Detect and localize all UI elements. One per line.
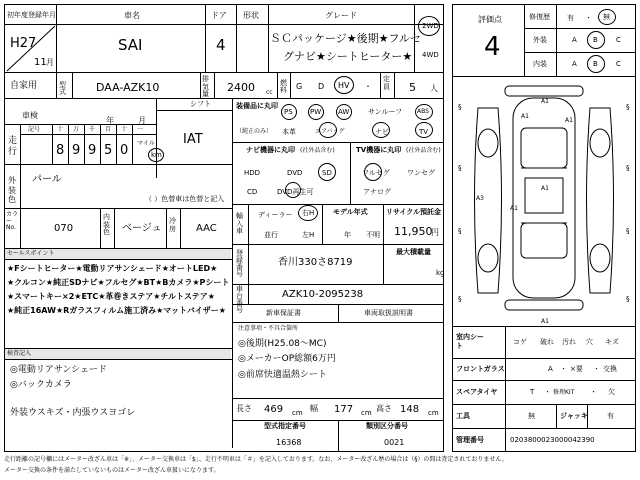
damage-label: A3 xyxy=(476,195,484,202)
side-mark: § xyxy=(626,103,630,111)
exterior-c: C xyxy=(616,36,621,44)
equip-ps: PS xyxy=(284,108,293,116)
chassis-value: AZK10-2095238 xyxy=(282,289,364,300)
sales-point-line: ★スマートキー×2★ETC★革巻きステア★チルトステア★ xyxy=(7,292,215,301)
spare-opt: ・ xyxy=(590,388,597,396)
inspector-title: 検査記入 xyxy=(7,350,32,357)
tools-value: 無 xyxy=(528,412,535,420)
equip-aw: AW xyxy=(338,108,350,116)
capacity-value: 5 xyxy=(409,81,416,94)
sales-point-line: ★Fシートヒーター★電動リアサンシェード★オートLED★ xyxy=(7,264,218,273)
interior-a: A xyxy=(572,60,577,68)
manage-value: 0203800023000042390 xyxy=(510,436,595,444)
grade-line1: ＳＣパッケージ★後期★フルセ xyxy=(270,32,422,45)
reg-month-unit: 月 xyxy=(46,58,54,67)
spare-opt: 修理KIT xyxy=(553,389,575,396)
inspector-line: ◎バックカメラ xyxy=(10,380,72,390)
import-handle-right: 右H xyxy=(302,209,315,217)
jack-label: ジャッキ xyxy=(560,412,588,420)
grade-line2: グナビ★シートヒーター★ xyxy=(283,50,413,63)
displacement-value: 2400 xyxy=(227,81,255,94)
equip-sunroof: サンルーフ xyxy=(368,108,403,116)
grade-label: グレード xyxy=(325,11,357,20)
inspection-year-unit: 年 xyxy=(106,116,114,125)
side-mark: § xyxy=(458,227,462,235)
model-value: DAA-AZK10 xyxy=(96,81,160,94)
interior-sheet-label: 室内シート xyxy=(456,333,484,351)
tv-title: TV機器に丸印 xyxy=(356,146,402,154)
shift-value: IAT xyxy=(183,132,203,147)
sheet-item: コゲ xyxy=(513,338,527,346)
shape-label: 形状 xyxy=(243,11,259,20)
equipment-subtitle: （純正のみ） xyxy=(236,128,273,135)
interior-c: C xyxy=(616,60,621,68)
windshield-opt: 交換 xyxy=(603,365,617,373)
height-unit: cm xyxy=(428,409,439,417)
color-code-value: 070 xyxy=(54,223,74,234)
warranty-history: 車両取扱説明書 xyxy=(364,309,413,317)
interior-b: B xyxy=(593,60,598,68)
sales-points-title: セールスポイント xyxy=(7,250,55,257)
color-code-label: カラーNo. xyxy=(6,211,19,232)
class-value: 0021 xyxy=(384,438,405,447)
windshield-opt: ×要 xyxy=(570,365,583,373)
damage-label: A1 xyxy=(565,117,573,124)
windshield-opt: ・ xyxy=(560,365,567,373)
navi-title: ナビ機器に丸印 xyxy=(246,146,295,154)
damage-label: A1 xyxy=(541,185,549,192)
navi-sd: SD xyxy=(322,169,332,177)
drive-4wd: 4WD xyxy=(422,51,439,59)
mileage-label: 走行 xyxy=(8,136,18,157)
height-value: 148 xyxy=(400,404,420,415)
inspector-line: 外装ウスキズ・内張ウスヨゴレ xyxy=(10,408,136,418)
wheel-icon xyxy=(590,129,610,157)
mileage-head-juu: 十 xyxy=(121,126,128,133)
fuel-d: D xyxy=(318,82,325,91)
capacity-label: 定員 xyxy=(383,75,390,91)
length-label: 長さ xyxy=(236,404,252,413)
repair-label: 修復歴 xyxy=(529,13,550,21)
side-mark: § xyxy=(458,103,462,111)
type-label: 型式指定番号 xyxy=(264,422,306,430)
inspection-month-unit: 月 xyxy=(138,116,146,125)
tv-oneseg: ワンセグ xyxy=(407,169,435,177)
sheet-item: 破れ xyxy=(540,338,554,346)
windshield-label: フロントガラス xyxy=(456,365,505,373)
inspection-label: 車検 xyxy=(22,111,38,120)
interior-label: 内装 xyxy=(533,60,547,68)
recycle-unit: 円 xyxy=(431,228,439,237)
sheet-item: キズ xyxy=(605,338,619,346)
navi-note: (社外品含む) xyxy=(300,147,335,154)
reg-month-value: 11 xyxy=(34,57,47,68)
wheel-icon xyxy=(590,244,610,272)
color-value: パール xyxy=(32,174,62,185)
color-note: （ ）色替車は色替と記入 xyxy=(145,195,225,203)
spare-opt: T xyxy=(530,388,535,396)
recycle-value: 11,950 xyxy=(394,225,433,238)
sales-point-line: ★純正16AW★Rガラスフィルム施工済み★マットバイザー★ xyxy=(7,306,226,315)
fuel-g: G xyxy=(296,82,303,91)
side-mark: § xyxy=(626,227,630,235)
jack-value: 有 xyxy=(607,412,614,420)
mileage-unit-mile: マイル xyxy=(137,140,155,147)
width-value: 177 xyxy=(334,404,354,415)
fuel-hv: HV xyxy=(338,81,350,90)
mileage-head-hyaku: 百 xyxy=(105,126,112,133)
mileage-head-sen: 千 xyxy=(89,126,96,133)
plate-value: 香川330さ8719 xyxy=(278,257,353,268)
drive-2wd: 2WD xyxy=(422,22,439,30)
color-label: 外装色 xyxy=(8,176,16,205)
footer-line2: メーター交換の条件を満たしていないものはメーター改ざん車扱いになります。 xyxy=(4,467,220,474)
model-year-year: 年 xyxy=(344,231,351,239)
side-mark: § xyxy=(626,164,630,172)
side-mark: § xyxy=(458,295,462,303)
load-label: 最大積載量 xyxy=(396,248,431,256)
equipment-title: 装備品に丸印 xyxy=(236,102,278,110)
inspector-line: ◎電動リアサンシェード xyxy=(10,365,107,375)
name-label: 車名 xyxy=(124,11,140,20)
notes-title: 注意事項・不具合箇所 xyxy=(238,325,299,332)
class-label: 類別区分番号 xyxy=(366,422,408,430)
mileage-unit-km: km xyxy=(151,151,162,159)
displacement-label: 排気量 xyxy=(202,75,209,99)
navi-hdd: HDD xyxy=(244,169,261,177)
shift-label: シフト xyxy=(190,100,211,108)
windshield-opt: A xyxy=(548,365,553,373)
exterior-b: B xyxy=(593,36,598,44)
repair-none: 無 xyxy=(603,13,610,21)
recycle-label: リサイクル預託金 xyxy=(386,208,442,216)
import-handle-left: 左H xyxy=(302,231,315,239)
tv-note: (社外品含む) xyxy=(406,147,441,154)
notes-line: ◎前席快適温熱シート xyxy=(238,370,327,380)
ac-label: 冷房 xyxy=(169,217,176,233)
spare-opt: ・ xyxy=(544,388,551,396)
score-value: 4 xyxy=(484,32,501,62)
reg-year-value: H27 xyxy=(10,36,37,51)
tv-fullseg: フルセグ xyxy=(362,169,390,177)
width-unit: cm xyxy=(361,409,372,417)
width-label: 幅 xyxy=(310,404,318,413)
name-value: SAI xyxy=(118,36,143,54)
damage-label: A1 xyxy=(541,98,549,105)
notes-line: ◎メーカーOP総額6万円 xyxy=(238,354,336,364)
import-parallel: 並行 xyxy=(264,231,278,239)
use-value: 自家用 xyxy=(10,81,38,91)
tools-label: 工具 xyxy=(456,412,470,420)
tv-analog: アナログ xyxy=(363,188,391,196)
import-dealer: ディーラー xyxy=(258,211,293,219)
displacement-unit: cc xyxy=(266,89,273,96)
mileage-digit: 0 xyxy=(120,143,129,158)
equip-navi: ナビ xyxy=(375,128,389,136)
mileage-digit: 5 xyxy=(104,143,113,158)
model-year-label: モデル年式 xyxy=(333,208,368,216)
length-unit: cm xyxy=(292,409,303,417)
damage-label: A1 xyxy=(510,205,518,212)
equip-leather: 本革 xyxy=(282,128,296,136)
score-label: 評価点 xyxy=(478,15,502,24)
fuel-dot: ・ xyxy=(364,82,372,91)
exterior-label: 外装 xyxy=(533,36,547,44)
navi-dvd: DVD xyxy=(287,169,303,177)
mileage-digit: 9 xyxy=(72,143,81,158)
sheet-item: 穴 xyxy=(586,338,593,346)
side-mark: § xyxy=(458,164,462,172)
ac-value: AAC xyxy=(196,223,217,234)
spare-label: スペアタイヤ xyxy=(456,388,498,396)
equip-tv: TV xyxy=(419,128,429,136)
height-label: 高さ xyxy=(376,404,392,413)
length-value: 469 xyxy=(264,404,284,415)
model-year-unknown: 不明 xyxy=(366,231,380,239)
repair-yes: 有 xyxy=(567,14,574,22)
side-mark: § xyxy=(626,295,630,303)
equip-pw: PW xyxy=(310,108,322,116)
sales-point-line: ★クルコン★純正SDナビ★フルセグ★BT★Bカメラ★Pシート xyxy=(7,278,230,287)
windshield-opt: ・ xyxy=(593,365,600,373)
plate-label: 登録番号 xyxy=(236,249,243,278)
equip-airbag: エアバッグ xyxy=(315,128,345,135)
damage-label: A1 xyxy=(541,318,549,325)
load-unit: kg xyxy=(436,269,445,277)
mileage-head-sign: 記号 xyxy=(28,126,41,133)
mileage-head-ichi: 一 xyxy=(137,126,144,133)
manage-label: 管理番号 xyxy=(456,436,484,444)
model-label: 型式 xyxy=(59,81,66,96)
navi-cd: CD xyxy=(247,188,258,196)
spare-opt: 欠 xyxy=(608,388,615,396)
notes-line: ◎後期(H25.08～MC) xyxy=(238,339,327,349)
mileage-head-10man: 十 xyxy=(57,126,64,133)
capacity-unit: 人 xyxy=(430,84,438,93)
type-value: 16368 xyxy=(276,438,302,447)
car-side-right xyxy=(587,108,614,293)
mileage-digit: 9 xyxy=(88,143,97,158)
reg-year-label: 初年度登録年月 xyxy=(7,11,56,19)
sheet-item: 汚れ xyxy=(562,338,576,346)
wheel-icon xyxy=(478,244,498,272)
equip-abs: ABS xyxy=(417,108,429,115)
warranty-new: 新車保証書 xyxy=(266,309,301,317)
wheel-icon xyxy=(478,129,498,157)
mileage-head-man: 万 xyxy=(73,126,80,133)
doors-value: 4 xyxy=(216,36,226,54)
footer-line1: 走行距離の記号欄にはメーター改ざん車は「※」、メーター交換車は「$」、走行不明車は「＃」を記入しております。なお、メーター改ざん歴の場合は（§）の間は査定されておりません。 xyxy=(4,456,508,463)
mileage-digit: 8 xyxy=(56,143,65,158)
import-label: 輸入車 xyxy=(236,212,243,236)
diagonal-line xyxy=(5,25,56,72)
doors-label: ドア xyxy=(211,11,227,20)
navi-dvd-play: DVD再生可 xyxy=(277,188,314,196)
damage-label: A1 xyxy=(521,113,529,120)
interior-color-label: 内装色 xyxy=(103,213,110,237)
exterior-a: A xyxy=(572,36,577,44)
fuel-label: 燃料 xyxy=(280,79,287,94)
repair-dot: ・ xyxy=(585,14,592,22)
interior-color-value: ベージュ xyxy=(122,223,162,234)
chassis-label: 車台番号 xyxy=(236,285,243,314)
